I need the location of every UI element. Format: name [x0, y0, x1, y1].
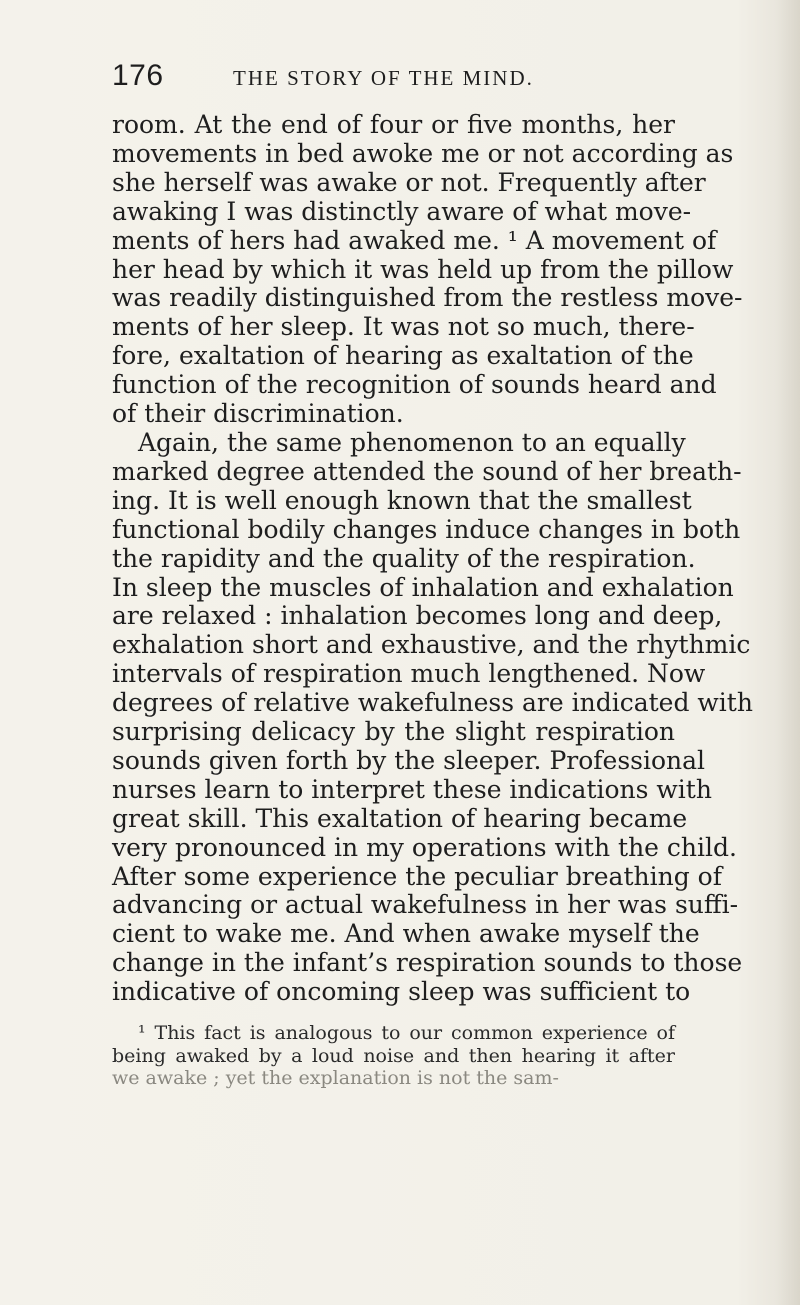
text-line: nurses learn to interpret these indications with: [112, 774, 712, 804]
text-line: fore, exaltation of hearing as exaltation of the: [112, 341, 694, 371]
text-line: degrees of relative wakefulness are indicated with: [112, 688, 753, 718]
text-line: great skill. This exaltation of hearing became: [112, 803, 688, 833]
page-header: [112, 58, 677, 94]
text-line: awaking I was distinctly aware of what move-: [112, 196, 692, 226]
text-line: ments of hers had awaked me. ¹ A movement of: [112, 225, 717, 255]
text-line: intervals of respiration much lengthened. Now: [112, 659, 706, 689]
text-line: In sleep the muscles of inhalation and exhalation: [112, 572, 734, 602]
text-line: surprising delicacy by the slight respiration: [112, 717, 675, 747]
footnote-line: we awake ; yet the explanation is not the sam-: [112, 1067, 559, 1089]
text-line: change in the infant’s respiration sounds to those: [112, 948, 743, 978]
text-line: movements in bed awoke me or not according as: [112, 138, 734, 168]
text-line: sounds given forth by the sleeper. Professional: [112, 745, 706, 775]
footnote-line: ¹ This fact is analogous to our common experience of: [138, 1022, 675, 1044]
text-line: ments of her sleep. It was not so much, there-: [112, 312, 695, 342]
footnote-line: being awaked by a loud noise and then hearing it after: [112, 1044, 675, 1067]
text-line: cient to wake me. And when awake myself the: [112, 919, 700, 949]
text-line: Again, the same phenomenon to an equally: [138, 427, 686, 457]
page-number: 176: [112, 59, 164, 92]
text-line: indicative of oncoming sleep was sufficient to: [112, 977, 691, 1007]
text-line: of their discrimination.: [112, 399, 404, 429]
text-line: advancing or actual wakefulness in her was suffi-: [112, 890, 739, 920]
text-line: she herself was awake or not. Frequently after: [112, 167, 706, 197]
text-line: the rapidity and the quality of the respiration.: [112, 543, 696, 573]
text-line: very pronounced in my operations with the child.: [112, 832, 737, 862]
text-line: function of the recognition of sounds heard and: [112, 370, 717, 400]
text-line: marked degree attended the sound of her breath-: [112, 456, 742, 486]
running-head: THE STORY OF THE MIND.: [233, 66, 534, 90]
body-text: [112, 110, 753, 1007]
text-line: functional bodily changes induce changes in both: [112, 514, 741, 544]
text-line: After some experience the peculiar breathing of: [112, 861, 722, 891]
text-line: was readily distinguished from the restless move-: [112, 283, 743, 313]
footnote: [112, 1022, 675, 1090]
text-line: room. At the end of four or five months, her: [112, 110, 675, 139]
text-line: exhalation short and exhaustive, and the rhythmic: [112, 630, 751, 660]
text-line: are relaxed : inhalation becomes long and deep,: [112, 601, 723, 631]
text-line: her head by which it was held up from the pillow: [112, 254, 734, 284]
text-line: ing. It is well enough known that the smallest: [112, 485, 692, 515]
